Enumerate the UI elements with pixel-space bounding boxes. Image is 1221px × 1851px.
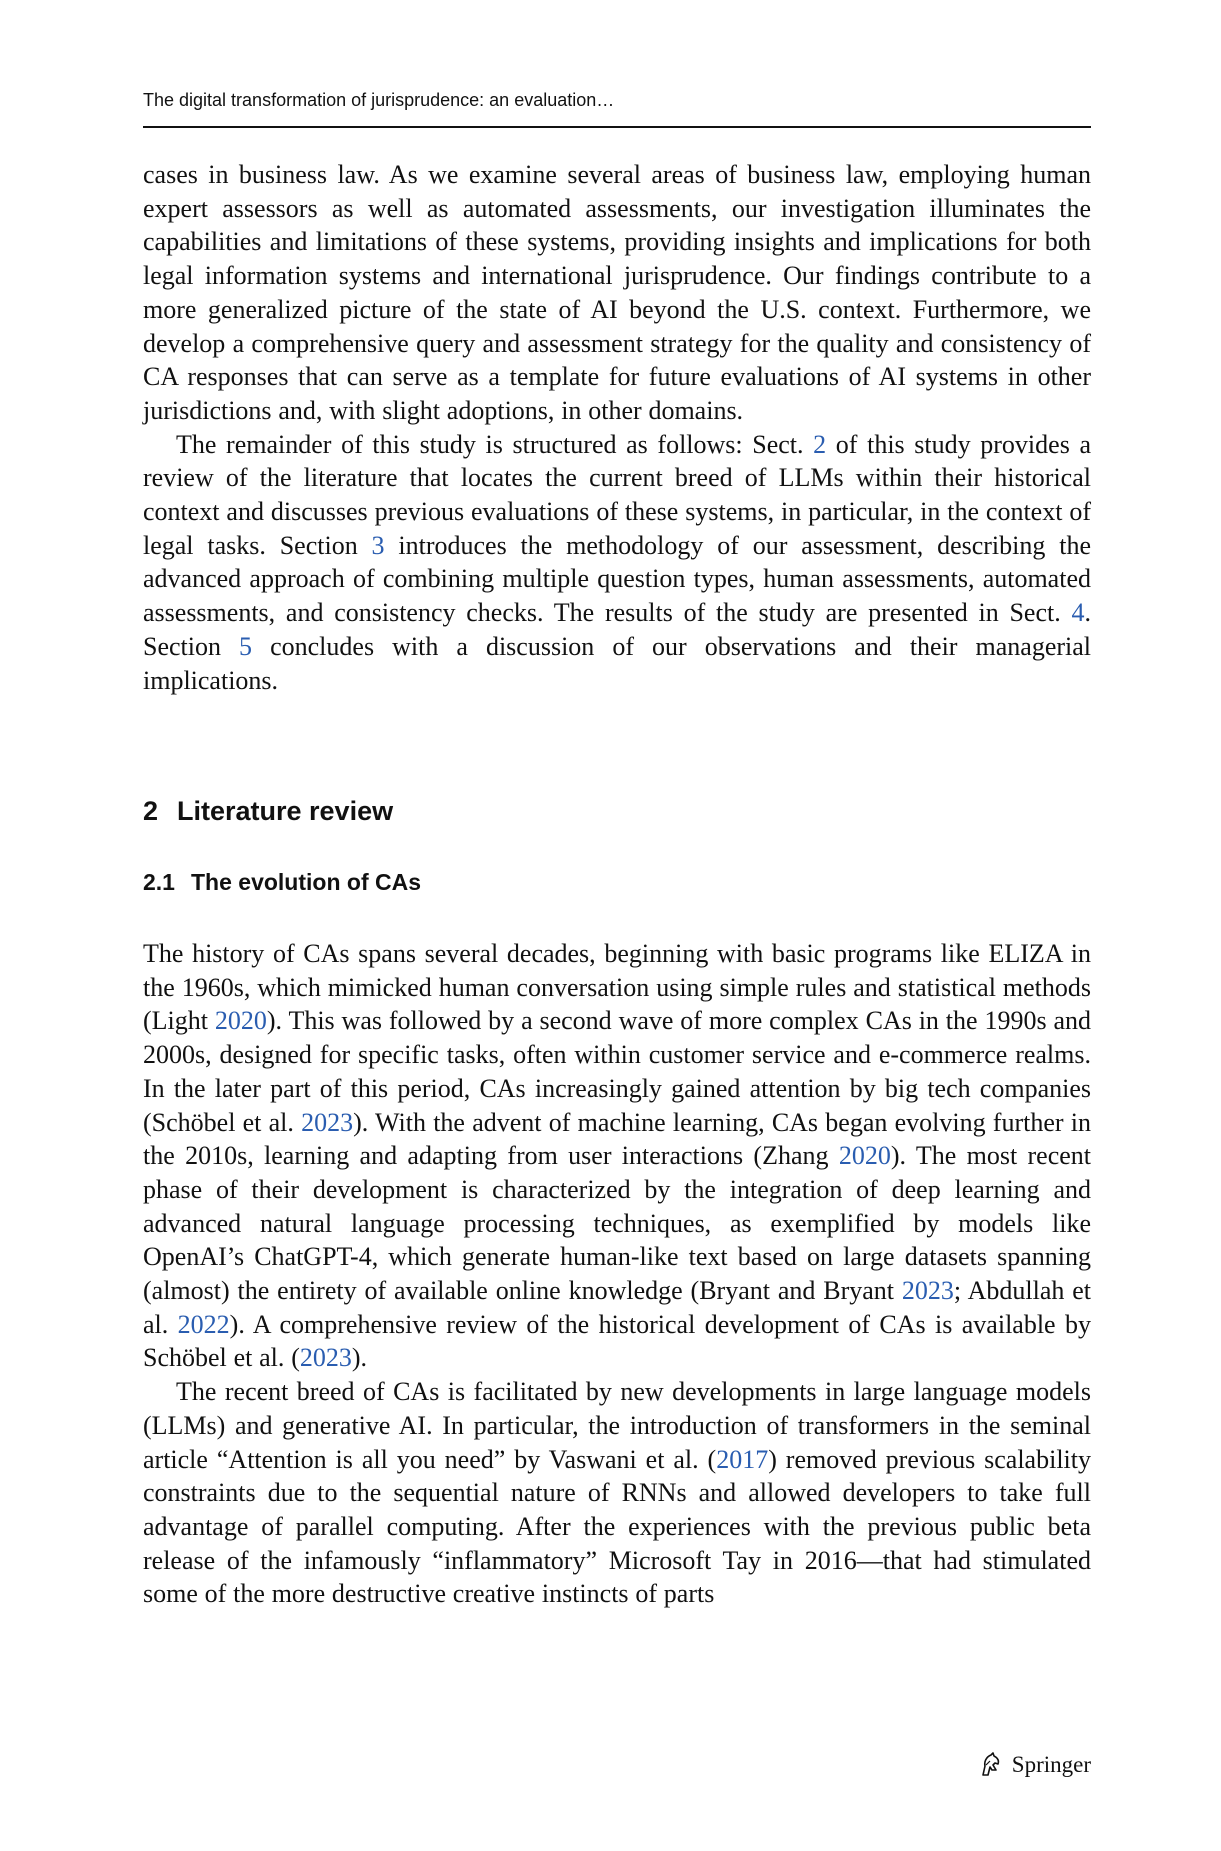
text-run: . Section [143,598,1091,661]
publisher-logo [978,1752,1091,1778]
citation-link[interactable]: 2020 [838,1141,891,1171]
citation-link[interactable]: 2020 [214,1006,267,1036]
section-link[interactable]: 4 [1071,598,1085,628]
citation-link[interactable]: 2017 [716,1444,769,1474]
text-run: ). With the advent of machine learning, CAs began evolving further in the 2010s, learning and adapting from user interactions (Zhang [143,1107,1091,1171]
section-link[interactable]: 3 [371,530,385,560]
text-run: ). A comprehensive review of the historical development of CAs is available by Schöbel et al. ( [143,1309,1091,1373]
paragraph [143,937,1091,1375]
text-run: ). [351,1343,368,1373]
text-run: The recent breed of CAs is facilitated by new developments in large language models (LLMs) and generative AI. In particular, the introduction of transformers in the seminal article “Attention is all you need” by Vaswani et al. ( [143,1377,1091,1474]
text-run: ). This was followed by a second wave of more complex CAs in the 1990s and 2000s, designed for specific tasks, often within customer service and e-commerce realms. In the later part of this period, CAs increasingly gained attention by big tech companies (Schöbel et al. [143,1006,1091,1137]
text-run: of this study provides a review of the literature that locates the current breed of LLMs within their historical context and discusses previous evaluations of these systems, in particular, in the context of legal tasks. Section [143,429,1091,560]
text-run: concludes with a discussion of our observations and their managerial implications. [143,631,1091,695]
header-rule [143,126,1091,128]
section-title: Literature review [177,796,394,826]
springer-horse-icon [978,1752,1004,1778]
subsection-title: The evolution of CAs [191,869,421,895]
publisher-name: Springer [1011,1752,1091,1777]
section-link[interactable]: 2 [813,429,827,459]
text-run: ). The most recent phase of their development is characterized by the integration of deep learning and advanced natural language processing techniques, as exemplified by models like OpenAI’s ChatGPT-4, which generate human-like text based on large datasets spanning (almost) the entirety of available online knowledge (Bryant and Bryant [143,1141,1092,1306]
subsection-heading [143,869,421,896]
citation-link[interactable]: 2023 [901,1276,954,1306]
section-heading [143,796,393,827]
citation-link[interactable]: 2022 [177,1309,230,1339]
section-number: 2 [143,796,159,826]
literature-text-block [143,937,1091,1611]
text-run: The history of CAs spans several decades, beginning with basic programs like ELIZA in the 1960s, which mimicked human conversation using simple rules and statistical methods (Light [143,939,1091,1036]
text-run: The remainder of this study is structured as follows: Sect. [176,429,814,459]
paragraph: cases in business law. As we examine several areas of business law, employing human expert assessors as well as automated assessments, our investigation illuminates the capabilities and limitations of these systems, providing insights and implications for both legal information systems and international jurisprudence. Our findings contribute to a more generalized picture of the state of AI beyond the U.S. context. Furthermore, we develop a comprehensive query and assessment strategy for the quality and consistency of CA responses that can serve as a template for future evaluations of AI systems in other jurisdictions and, with slight adoptions, in other domains. [143,160,1091,425]
citation-link[interactable]: 2023 [301,1107,354,1137]
running-header: The digital transformation of jurisprudence: an evaluation… [143,90,615,110]
text-run: ; Abdullah et al. [143,1276,1091,1339]
subsection-number: 2.1 [143,869,175,895]
paragraph [143,428,1091,698]
citation-link[interactable]: 2023 [299,1343,352,1373]
intro-text-block [143,158,1091,697]
text-run: introduces the methodology of our assessment, describing the advanced approach of combining multiple question types, human assessments, automated assessments, and consistency checks. The results of the study are presented in Sect. [143,530,1091,628]
text-run: ) removed previous scalability constraints due to the sequential nature of RNNs and allowed developers to take full advantage of parallel computing. After the experiences with the previous public beta release of the infamously “inflammatory” Microsoft Tay in 2016—that had stimulated some of the more destructive creative instincts of parts [143,1444,1091,1609]
section-link[interactable]: 5 [239,631,253,661]
paragraph [143,1375,1091,1611]
